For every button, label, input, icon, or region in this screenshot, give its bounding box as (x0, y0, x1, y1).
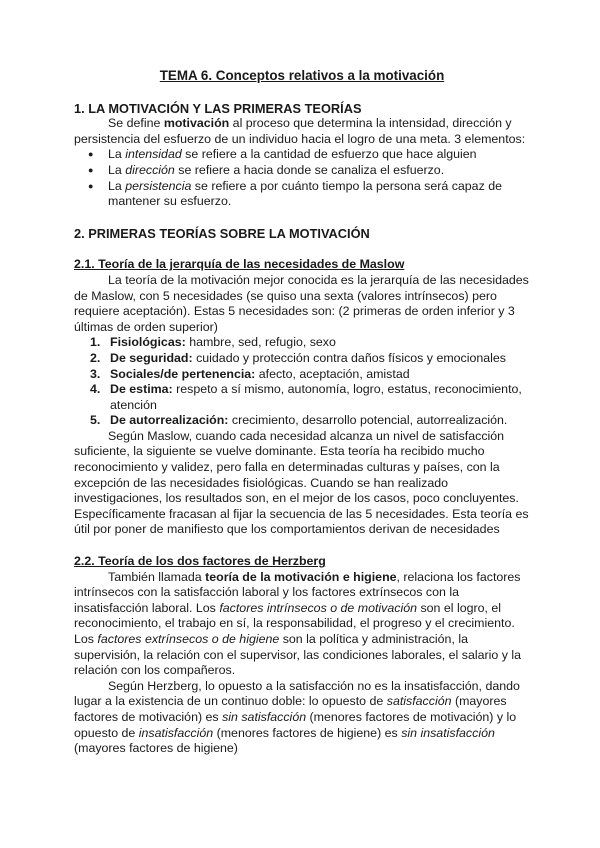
section-1-paragraph (74, 116, 530, 147)
text-run: al proceso que determina la intensidad, dirección y persistencia del esfuerzo de un individuo hacia el logro de una meta. 3 elementos: (74, 116, 526, 146)
list-item: ● La persistencia se refiere a por cuánto tiempo la persona será capaz de mantener su esfuerzo. (88, 179, 530, 210)
maslow-needs-list (74, 335, 530, 429)
section-2-heading: 2. PRIMERAS TEORÍAS SOBRE LA MOTIVACIÓN (74, 225, 370, 241)
maslow-intro-paragraph: La teoría de la motivación mejor conocida es la jerarquía de las necesidades de Maslow, con 5 necesidades (se quiso una sexta (valores intrínsecos) pero requiere aceptación). Estas 5 necesidades son: (2 primeras de orden inferior y 3 últimas de orden superior) (74, 272, 529, 334)
document-title: TEMA 6. Conceptos relativos a la motivación (159, 68, 445, 83)
italic-term: sin satisfacción (222, 709, 307, 724)
italic-term: factores extrínsecos o de higiene (97, 632, 280, 646)
herzberg-paragraph-2: Según Herzberg, lo opuesto a la satisfacción no es la insatisfacción, dando lugar a la existencia de un continuo doble: lo opuesto de satisfacción (mayores factores de motivación) es sin satisfacción (menores factores de motivación) y lo opuesto de insatisfacción (menores factores de higiene) es sin insatisfacción (mayores factores de higiene) (74, 678, 520, 756)
italic-term: sin insatisfacción (401, 725, 495, 740)
italic-term: satisfacción (386, 694, 452, 709)
bold-term: motivación (163, 116, 230, 131)
text-run: Se define (108, 116, 164, 131)
list-item: 5. De autorrealización: crecimiento, desarrollo potencial, autorrealización. (90, 413, 508, 428)
list-item: 2. De seguridad: cuidado y protección contra daños físicos y emocionales (90, 350, 507, 365)
italic-term: factores intrínsecos o de motivación (219, 600, 417, 615)
italic-term: persistencia (125, 178, 192, 193)
list-item: 3. Sociales/de pertenencia: afecto, aceptación, amistad (90, 366, 410, 381)
list-item: ● La intensidad se refiere a la cantidad de esfuerzo que hace alguien (88, 147, 530, 163)
herzberg-paragraph-1: También llamada teoría de la motivación e higiene, relaciona los factores intrínsecos con la satisfacción laboral y los factores extrínsecos con la insatisfacción laboral. Los factores intrínsecos o de motivación son el logro, el reconocimiento, el trabajo en sí, la responsabilidad, el progreso y el crecimiento. Los factores extrínsecos o de higiene son la política y administración, la supervisión, la relación con el supervisor, las condiciones laborales, el salario y la relación con los compañeros. (74, 569, 521, 678)
subsection-2-1-heading: 2.1. Teoría de la jerarquía de las necesidades de Maslow (74, 257, 405, 272)
list-item: ● La dirección se refiere a hacia donde se canaliza el esfuerzo. (88, 163, 530, 179)
maslow-outro-paragraph: Según Maslow, cuando cada necesidad alcanza un nivel de satisfacción suficiente, la siguiente se vuelve dominante. Esta teoría ha recibido mucho reconocimiento y validez, pero falla en determinadas culturas y países, con la excepción de las necesidades fisiológicas. Cuando se han realizado investigaciones, los resultados son, en el mejor de los casos, poco concluyentes. Específicamente fracasan al fijar la secuencia de las 5 necesidades. Esta teoría es útil por poner de manifiesto que los comportamientos derivan de necesidades (74, 428, 529, 537)
subsection-2-2-heading: 2.2. Teoría de los dos factores de Herzberg (74, 554, 326, 569)
elements-bullet-list (74, 147, 530, 209)
list-item: 4. De estima: respeto a sí mismo, autonomía, logro, estatus, reconocimiento, atención (90, 382, 522, 412)
bold-term: teoría de la motivación e higiene (205, 569, 397, 584)
section-1-heading: 1. LA MOTIVACIÓN Y LAS PRIMERAS TEORÍAS (74, 100, 362, 116)
italic-term: dirección (125, 162, 175, 177)
italic-term: insatisfacción (138, 725, 214, 740)
list-item: 1. Fisiológicas: hambre, sed, refugio, sexo (90, 335, 336, 350)
italic-term: intensidad (125, 147, 182, 162)
